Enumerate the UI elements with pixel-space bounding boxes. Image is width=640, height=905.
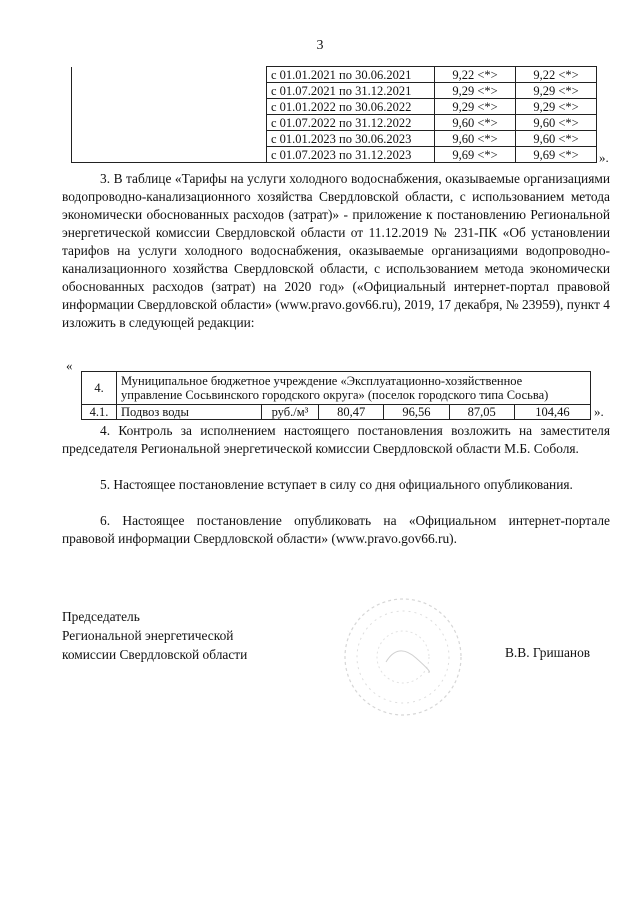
faded-seal-stamp [338,592,468,722]
period-cell: с 01.07.2023 по 31.12.2023 [267,147,435,163]
paragraph-number: 6. [100,513,111,528]
opening-quote: « [66,358,73,373]
value-cell: 9,60 <*> [435,115,516,131]
signatory-name: В.В. Гришанов [505,645,591,660]
table-row [72,131,597,147]
period-cell: с 01.01.2022 по 30.06.2022 [267,99,435,115]
paragraph-number: 5. [100,477,111,492]
period-cell: с 01.07.2022 по 31.12.2022 [267,115,435,131]
water-delivery-tariff-table [81,371,591,420]
value-cell: 9,29 <*> [435,99,516,115]
table-row [72,67,597,83]
value-cell: 9,60 <*> [516,115,597,131]
paragraph-text: Контроль за исполнением настоящего постановления возложить на заместителя председателя Региональной энергетической комиссии Свердловской области М.Б. Соболя. [62,423,610,456]
value-cell: 104,46 [514,405,590,420]
table-row [82,372,591,405]
period-cell: с 01.01.2023 по 30.06.2023 [267,131,435,147]
row-number: 4. [82,372,117,405]
period-tariff-table [71,66,597,163]
value-cell: 87,05 [449,405,514,420]
closing-quote: ». [594,404,604,419]
paragraph-6 [62,512,610,548]
value-cell: 80,47 [319,405,384,420]
service-name: Подвоз воды [117,405,262,420]
paragraph-text: Настоящее постановление опубликовать на «Официальном интернет-портале правовой информации Свердловской области» (www.pravo.gov66.ru). [62,513,611,546]
paragraph-number: 4. [100,423,111,438]
table-row [82,405,591,420]
value-cell: 96,56 [384,405,449,420]
paragraph-number: 3. [100,171,111,186]
page-number: 3 [316,38,324,53]
table-row [72,83,597,99]
signatory-position: Председатель Региональной энергетической комиссии Свердловской области [62,609,248,662]
value-cell: 9,69 <*> [516,147,597,163]
value-cell: 9,29 <*> [516,99,597,115]
paragraph-5 [62,476,610,494]
value-cell: 9,29 <*> [435,83,516,99]
closing-quote: ». [599,150,609,165]
period-cell: с 01.01.2021 по 30.06.2021 [267,67,435,83]
unit-cell: руб./м³ [262,405,319,420]
paragraph-text: Настоящее постановление вступает в силу со дня официального опубликования. [113,477,573,492]
value-cell: 9,60 <*> [435,131,516,147]
value-cell: 9,29 <*> [516,83,597,99]
paragraph-4 [62,422,610,458]
value-cell: 9,69 <*> [435,147,516,163]
value-cell: 9,60 <*> [516,131,597,147]
value-cell: 9,22 <*> [516,67,597,83]
table-row [72,115,597,131]
paragraph-text: В таблице «Тарифы на услуги холодного водоснабжения, оказываемые организациями водопроводно-канализационного хозяйства Свердловской области, с использованием метода экономически обоснованных расходов (затрат)» - приложение к постановлению Региональной энергетической комиссии Свердловской области от 11.12.2019 № 231-ПК «Об установлении тарифов на услуги холодного водоснабжения, оказываемые организациями водопроводно-канализационного хозяйства Свердловской области, с использованием метода экономически обоснованных расходов (затрат) на 2020 год» («Официальный интернет-портал правовой информации Свердловской области» (www.pravo.gov66.ru), 2019, 17 декабря, № 23959), пункт 4 изложить в следующей редакции: [62,171,610,330]
period-cell: с 01.07.2021 по 31.12.2021 [267,83,435,99]
value-cell: 9,22 <*> [435,67,516,83]
organization-name: Муниципальное бюджетное учреждение «Эксплуатационно-хозяйственное управление Сосьвинского городского округа» (поселок городского типа Сосьва) [117,372,591,405]
table-row [72,99,597,115]
paragraph-3 [62,170,610,332]
table-row [72,147,597,163]
row-number: 4.1. [82,405,117,420]
